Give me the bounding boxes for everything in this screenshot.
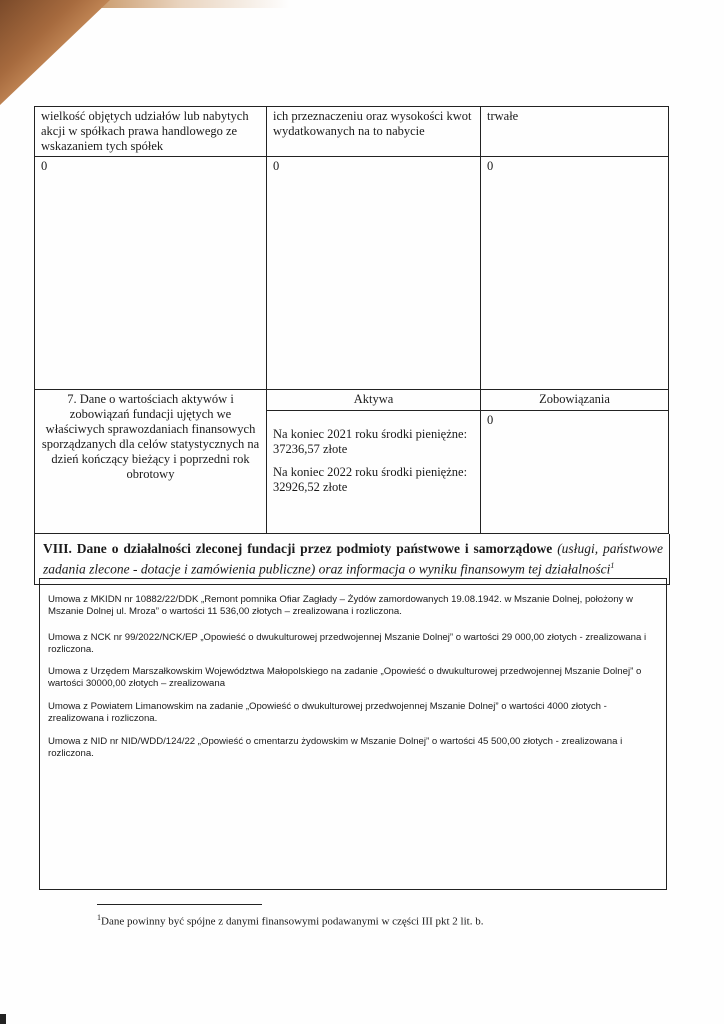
scan-edge-mark bbox=[0, 1014, 6, 1024]
section8-heading bbox=[34, 534, 670, 585]
footnote bbox=[97, 911, 483, 929]
shares-table bbox=[34, 106, 669, 390]
header-shares-size: wielkość objętych udziałów lub nabytych akcji w spółkach prawa handlowego ze wskazaniem tych spółek bbox=[35, 107, 267, 157]
shares-table-value-row bbox=[35, 157, 669, 390]
zobowiazania-header: Zobowiązania bbox=[481, 390, 669, 411]
aktywa-2022: Na koniec 2022 roku środki pieniężne: 32926,52 złote bbox=[273, 465, 468, 494]
scan-corner-background bbox=[0, 0, 110, 105]
contract-item: Umowa z NID nr NID/WDD/124/22 „Opowieść o cmentarzu żydowskim w Mszanie Dolnej” o wartości 45 500,00 złotych - zrealizowana i rozliczona. bbox=[48, 736, 623, 759]
value-shares-size: 0 bbox=[35, 157, 267, 390]
contract-item: Umowa z Urzędem Marszałkowskim Województwa Małopolskiego na zadanie „Opowieść o dwukulturowej przedwojennej Mszanie Dolnej” o wartości 30000,00 złotych – zrealizowana bbox=[48, 666, 642, 689]
aktywa-header: Aktywa bbox=[267, 390, 481, 411]
header-purpose-amount: ich przeznaczeniu oraz wysokości kwot wydatkowanych na to nabycie bbox=[267, 107, 481, 157]
zobowiazania-value: 0 bbox=[481, 411, 669, 534]
section8-heading-italic: (usługi, państwowe zadania zlecone - dotacje i zamówienia publiczne) oraz informacja o wyniku finansowym tej działalności bbox=[43, 541, 663, 577]
contracts-box bbox=[39, 578, 667, 890]
aktywa-2021: Na koniec 2021 roku środki pieniężne: 37236,57 złote bbox=[273, 427, 468, 456]
value-fixed-assets: 0 bbox=[481, 157, 669, 390]
contract-item: Umowa z Powiatem Limanowskim na zadanie „Opowieść o dwukulturowej przedwojennej Mszanie Dolnej” o wartości 4000 złotych - zrealizowana i rozliczona. bbox=[48, 701, 607, 724]
section8-footnote-mark: 1 bbox=[610, 561, 615, 570]
form-sheet bbox=[34, 106, 668, 585]
contract-item: Umowa z MKIDN nr 10882/22/DDK „Remont pomnika Ofiar Zagłady – Żydów zamordowanych 19.08.1942. w Mszanie Dolnej, położony w Mszanie Dolnej ul. Mroza” o wartości 11 536,00 złotych – zrealizowana i rozliczona. bbox=[48, 594, 633, 617]
shares-table-header-row bbox=[35, 107, 669, 157]
footnote-text: Dane powinny być spójne z danymi finansowymi podawanymi w części III pkt 2 lit. b. bbox=[101, 915, 484, 928]
contract-item: Umowa z NCK nr 99/2022/NCK/EP „Opowieść o dwukulturowej przedwojennej Mszanie Dolnej” o wartości 29 000,00 złotych - zrealizowana i rozliczona. bbox=[48, 632, 647, 655]
assets-header-row bbox=[35, 390, 669, 411]
value-purpose-amount: 0 bbox=[267, 157, 481, 390]
footnote-divider bbox=[97, 904, 262, 905]
assets-liabilities-table bbox=[34, 390, 669, 534]
section7-label: 7. Dane o wartościach aktywów i zobowiązań fundacji ujętych we właściwych sprawozdaniach finansowych sporządzanych dla celów statystycznych na dzień kończący bieżący i poprzedni rok obrotowy bbox=[35, 390, 267, 534]
section8-heading-bold: VIII. Dane o działalności zleconej fundacji przez podmioty państwowe i samorządowe bbox=[43, 541, 553, 556]
footnote-mark: 1 bbox=[97, 913, 101, 922]
aktywa-values bbox=[267, 411, 481, 534]
header-fixed-assets: trwałe bbox=[481, 107, 669, 157]
